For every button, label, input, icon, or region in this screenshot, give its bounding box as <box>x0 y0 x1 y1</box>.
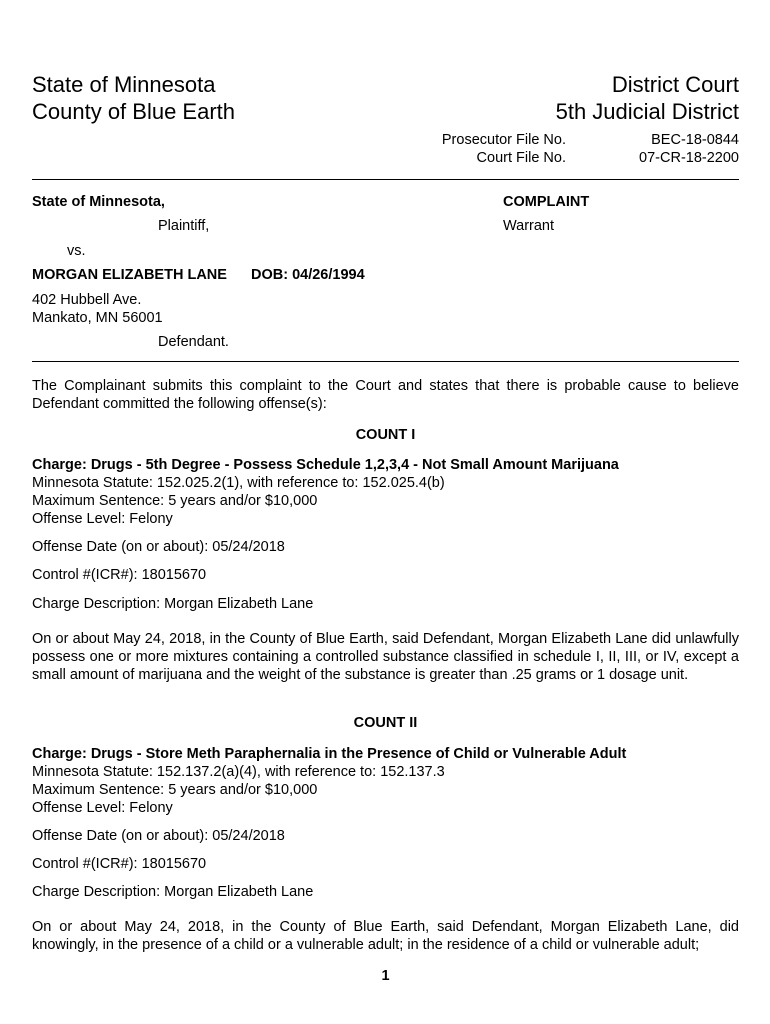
address-line-1: 402 Hubbell Ave. <box>32 292 142 308</box>
count-narrative: On or about May 24, 2018, in the County of Blue Earth, said Defendant, Morgan Elizabeth Lane did unlawfully possess one or more mixtures containing a controlled substance classified in schedule I, II, III, or IV, except a small amount of marijuana and the weight of the substance is greater than .25 grams or 1 dosage unit. <box>32 631 739 683</box>
state-name: State of Minnesota <box>32 72 216 97</box>
control-number: Control #(ICR#): 18015670 <box>32 856 207 872</box>
charge-description: Charge Description: Morgan Elizabeth Lane <box>32 596 314 612</box>
defendant-dob: DOB: 04/26/1994 <box>251 267 365 283</box>
intro-paragraph: The Complainant submits this complaint to the Court and states that there is probable cause to believe Defendant committed the following offense(s): <box>32 378 739 412</box>
count-heading: COUNT II <box>353 715 418 731</box>
offense-level: Offense Level: Felony <box>32 800 173 816</box>
prosecutor-file-number: BEC-18-0844 <box>651 132 739 148</box>
charge-title: Charge: Drugs - 5th Degree - Possess Schedule 1,2,3,4 - Not Small Amount Marijuana <box>32 457 619 473</box>
court-name: District Court <box>611 72 739 97</box>
defendant-name: MORGAN ELIZABETH LANE <box>32 267 227 283</box>
offense-date: Offense Date (on or about): 05/24/2018 <box>32 539 285 555</box>
county-name: County of Blue Earth <box>32 99 236 124</box>
count-narrative: On or about May 24, 2018, in the County of Blue Earth, said Defendant, Morgan Elizabeth Lane, did knowingly, in the presence of a child or a vulnerable adult; in the residence of a child or vulnerable adult; <box>32 919 739 953</box>
prosecutor-file-label: Prosecutor File No. <box>441 132 566 148</box>
versus-label: vs. <box>67 243 86 259</box>
control-number: Control #(ICR#): 18015670 <box>32 567 207 583</box>
defendant-role: Defendant. <box>158 334 229 350</box>
document-subtype: Warrant <box>503 218 555 234</box>
address-line-2: Mankato, MN 56001 <box>32 310 163 326</box>
document-type: COMPLAINT <box>503 194 590 210</box>
statute: Minnesota Statute: 152.025.2(1), with reference to: 152.025.4(b) <box>32 475 445 491</box>
judicial-district: 5th Judicial District <box>555 99 739 124</box>
court-file-label: Court File No. <box>476 150 566 166</box>
court-file-number: 07-CR-18-2200 <box>639 150 739 166</box>
charge-title: Charge: Drugs - Store Meth Paraphernalia in the Presence of Child or Vulnerable Adult <box>32 746 627 762</box>
charge-description: Charge Description: Morgan Elizabeth Lane <box>32 884 314 900</box>
max-sentence: Maximum Sentence: 5 years and/or $10,000 <box>32 782 318 798</box>
page-number: 1 <box>381 968 390 984</box>
divider-bottom <box>32 361 739 362</box>
offense-level: Offense Level: Felony <box>32 511 173 527</box>
offense-date: Offense Date (on or about): 05/24/2018 <box>32 828 285 844</box>
plaintiff-role: Plaintiff, <box>158 218 210 234</box>
count-heading: COUNT I <box>355 427 416 443</box>
statute: Minnesota Statute: 152.137.2(a)(4), with reference to: 152.137.3 <box>32 764 445 780</box>
plaintiff-name: State of Minnesota, <box>32 194 165 210</box>
divider-top <box>32 179 739 180</box>
max-sentence: Maximum Sentence: 5 years and/or $10,000 <box>32 493 318 509</box>
